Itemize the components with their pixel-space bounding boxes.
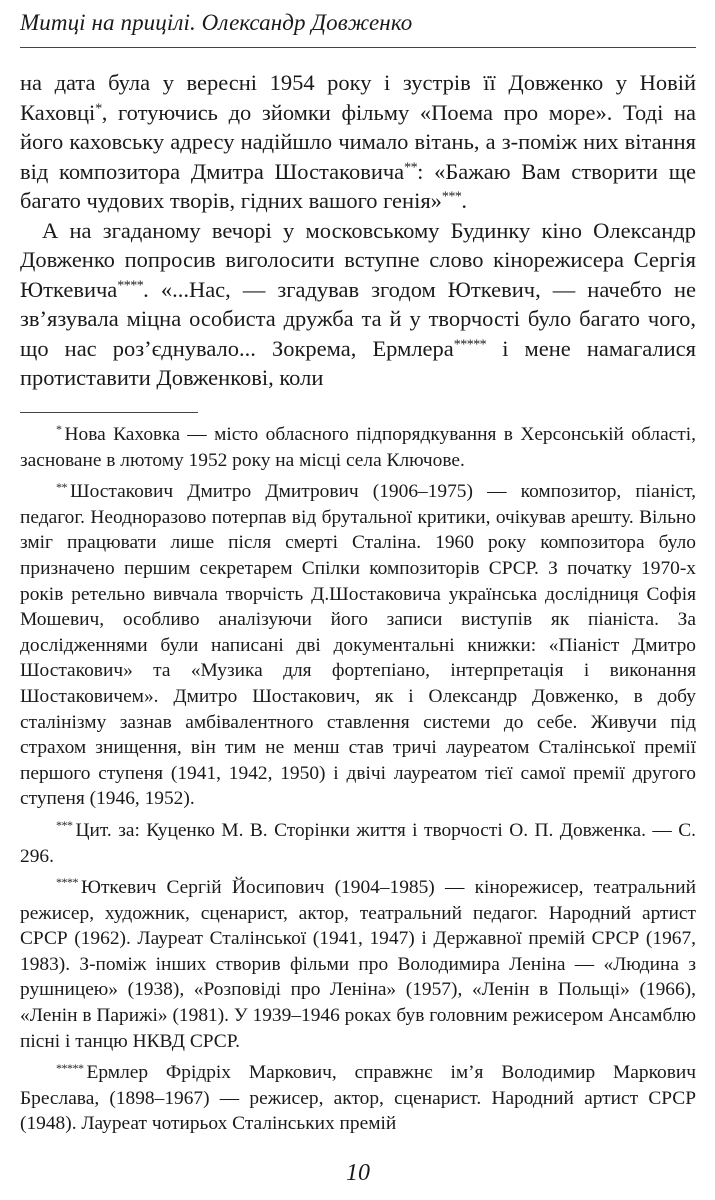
body-text-run: . [461,188,467,213]
footnote-1 [20,422,696,473]
body-text-run: , готуючись до зйомки фільму «Поема про море». Тоді на його каховську адресу надійшло чимало вітань, а з-поміж них вітання від композитора Дмитра Шостаковича [20,99,696,184]
body-text-run: і мене намагалися протиставити Довженкові, коли [20,335,696,390]
body-text-run: . «...Нас, — згадував згодом Юткевич, — начебто не зв’язувала міцна особиста дружба та й у творчості було багато чого, що нас роз’єднувало... Зокрема, Ермлера [20,276,696,361]
footnote-separator [20,412,198,413]
footnote-4 [20,875,696,1054]
footnote-text: Шостакович Дмитро Дмитрович (1906–1975) — композитор, піаніст, педагог. Неодноразово потерпав від брутальної критики, очікував арешту. Вільно зміг працювати лише після смерті Сталіна. 1960 року композитора було призначено першим секретарем Спілки композиторів СРСР. З початку 1970-х років ретельно вивчала творчість Д.Шостаковича українська дослідниця Софія Мошевич, особливо аналізуючи його записи виступів як піаніста. За дослідженнями були написані дві документальні книжки: «Піаніст Дмитро Шостакович» та «Музика для фортепіано, інтерпретація і виконання Шостаковичем». Дмитро Шостакович, як і Олександр Довженко, в добу сталінізму зазнав амбівалентного ставлення системи до себе. Живучи під страхом знищення, він тим не менш став тричі лауреатом Сталінської премії першого ступеня (1941, 1942, 1950) і двічі лауреатом тієї самої премії другого ступеня (1946, 1952). [20,481,696,810]
footnote-text: Нова Каховка — місто обласного підпорядкування в Херсонській області, засноване в лютому 1952 року на місці села Ключове. [20,424,696,471]
footnote-text: Ермлер Фрідріх Маркович, справжнє ім’я Володимир Маркович Бреслава, (1898–1967) — режисер, актор, сценарист. Народний артист СРСР (1948). Лауреат чотирьох Сталінських премій [20,1062,696,1135]
body-paragraph [20,68,696,216]
body-text-run: на дата була у вересні 1954 року і зустрів її Довженко у Новій Каховці [20,70,696,125]
footnote-ref-5: ***** [453,336,487,352]
main-text [20,68,696,393]
footnote-2 [20,479,696,812]
footnote-ref-1: * [95,100,102,116]
body-text-run: А на згаданому вечорі у московському Будинку кіно Олександр Довженко попросив виголосити вступне слово кінорежисера Сергія Юткевича [20,217,696,302]
footnote-mark: * [56,422,62,437]
book-page [20,0,696,1200]
page-number: 10 [346,1160,370,1186]
footnote-3 [20,818,696,869]
footnote-text: Юткевич Сергій Йосипович (1904–1985) — кінорежисер, театральний режисер, художник, сценарист, актор, театральний педагог. Народний артист СРСР (1962). Лауреат Сталінської (1941, 1947) і Державної премій СРСР (1967, 1983). З-поміж інших створив фільми про Володимира Леніна — «Людина з рушницею» (1938), «Розповіді про Леніна» (1957), «Ленін в Польщі» (1966), «Ленін в Парижі» (1981). У 1939–1946 роках був головним режисером Ансамблю пісні і танцю НКВД СРСР. [20,877,696,1052]
body-paragraph [20,216,696,393]
footnote-ref-2: ** [404,159,418,175]
footnote-text: Цит. за: Куценко М. В. Сторінки життя і творчості О. П. Довженка. — С. 296. [20,819,696,867]
footnote-mark: ***** [56,1060,84,1075]
body-text-run: : «Бажаю Вам створити ще багато чудових творів, гідних вашого генія» [20,158,697,213]
footnote-mark: ** [56,479,68,494]
header-rule [20,47,696,48]
footnote-ref-3: *** [441,189,462,205]
footnote-5 [20,1060,696,1137]
footnote-mark: **** [56,875,79,890]
footnote-mark: *** [56,818,73,833]
footnote-ref-4: **** [117,277,144,293]
running-title: Митці на прицілі. Олександр Довженко [20,10,413,35]
footnotes-section [20,422,696,1137]
